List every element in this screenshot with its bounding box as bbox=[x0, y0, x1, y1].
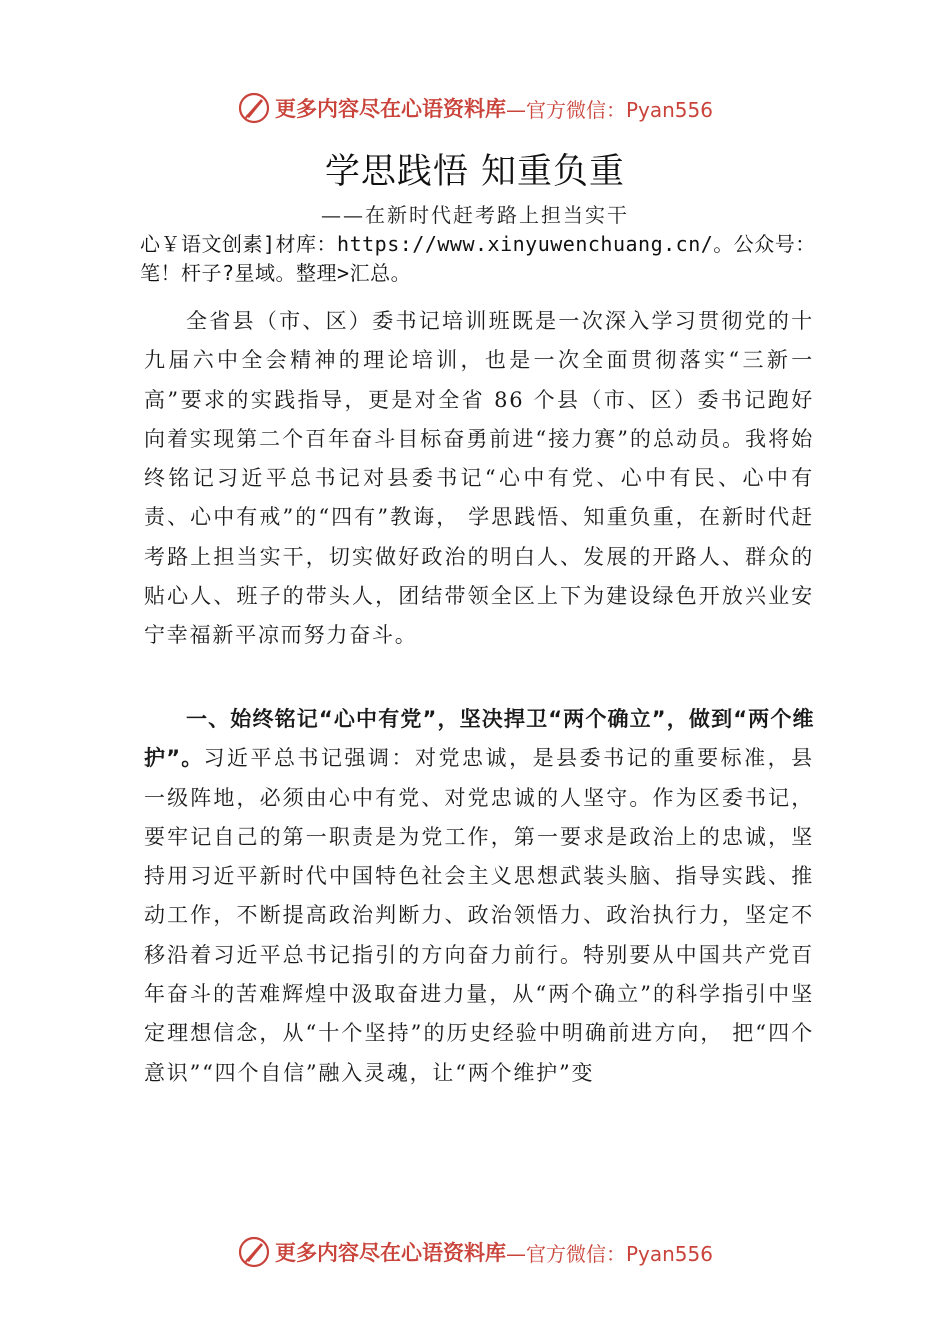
source-line: 心￥语文创素]材库：https://www.xinyuwenchuang.cn/。公众号：笔！杆子?星域。整理>汇总。 bbox=[140, 232, 816, 285]
banner-wechat-text: —官方微信：Pyan556 bbox=[505, 97, 713, 122]
footer-banner bbox=[0, 1230, 950, 1274]
section-1-heading: 一、始终铭记“心中有党”，坚决捍卫“两个确立”，做到“两个维护”。 bbox=[144, 707, 814, 771]
footer-brand-text: 更多内容尽在心语资料库 bbox=[274, 1240, 506, 1265]
quill-pen-icon bbox=[237, 91, 271, 125]
document-subtitle: ——在新时代赶考路上担当实干 bbox=[321, 203, 629, 227]
section-1-body: 习近平总书记强调：对党忠诚，是县委书记的重要标准，县一级阵地，必须由心中有党、对党忠诚的人坚守。作为区委书记，要牢记自己的第一职责是为党工作，第一要求是政治上的忠诚，坚持用习近平新时代中国特色社会主义思想武装头脑、指导实践、推动工作，不断提高政治判断力、政治领悟力、政治执行力，坚定不移沿着习近平总书记指引的方向奋力前行。特别要从中国共产党百年奋斗的苦难辉煌中汲取奋进力量，从“两个确立”的科学指引中坚定理想信念，从“十个坚持”的历史经验中明确前进方向， 把“四个意识”“四个自信”融入灵魂，让“两个维护”变 bbox=[144, 746, 814, 1085]
paragraph-section-1 bbox=[144, 700, 814, 1093]
header-banner bbox=[0, 86, 950, 130]
quill-pen-icon bbox=[237, 1235, 271, 1269]
paragraph-intro: 全省县（市、区）委书记培训班既是一次深入学习贯彻党的十九届六中全会精神的理论培训，也是一次全面贯彻落实“三新一高”要求的实践指导，更是对全省 86 个县（市、区）委书记跑好向着实现第二个百年奋斗目标奋勇前进“接力赛”的总动员。我将始终铭记习近平总书记对县委书记“心中有党、心中有民、心中有责、心中有戒”的“四有”教诲， 学思践悟、知重负重，在新时代赶考路上担当实干，切实做好政治的明白人、发展的开路人、群众的贴心人、班子的带头人，团结带领全区上下为建设绿色开放兴业安宁幸福新平凉而努力奋斗。 bbox=[144, 309, 814, 648]
banner-brand-text: 更多内容尽在心语资料库 bbox=[274, 96, 506, 121]
footer-wechat-text: —官方微信：Pyan556 bbox=[505, 1241, 713, 1266]
document-title: 学思践悟 知重负重 bbox=[324, 152, 626, 192]
